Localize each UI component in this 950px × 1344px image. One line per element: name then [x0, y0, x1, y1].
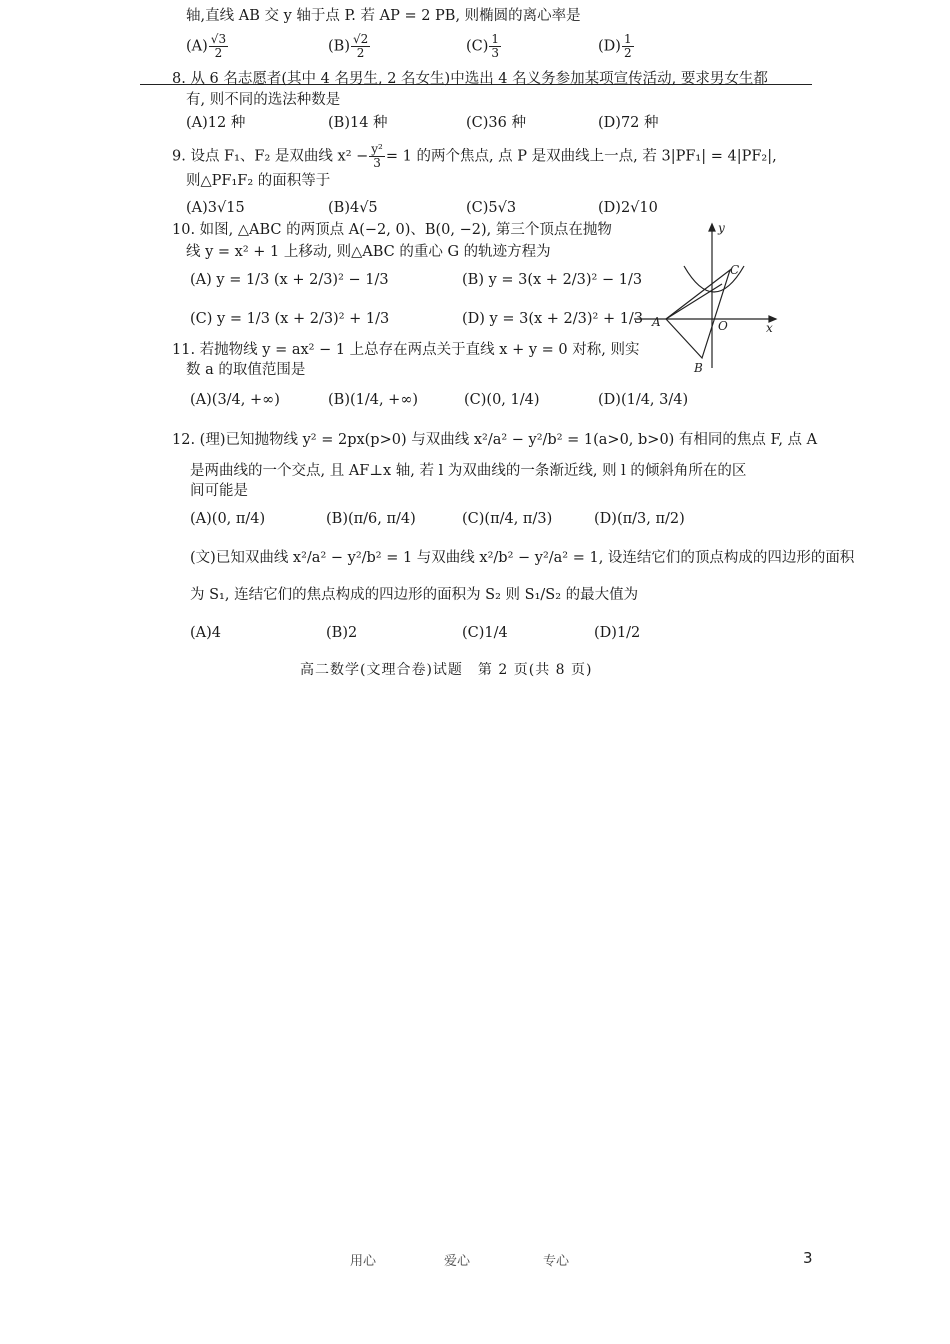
label-a: A	[652, 315, 661, 329]
q9-stem-line1: 9. 设点 F₁、F₂ 是双曲线 x² − $\frac{\text{y²}}{3}$ = 1 的两个焦点, 点 P 是双曲线上一点, 若 3|PF₁| = 4|PF₂|,	[172, 142, 777, 170]
q8-option-c: (C)36 种	[466, 115, 526, 131]
q11-option-c: (C)(0, 1/4)	[464, 392, 540, 408]
q10-option-b: (B) y = 3(x + 2/3)² − 1/3	[462, 272, 643, 288]
q12-option-a: (A)(0, π/4)	[190, 511, 266, 527]
q12-stem-line2: 是两曲线的一个交点, 且 AF⊥x 轴, 若 l 为双曲线的一条渐近线, 则 l 的倾斜角所在的区	[190, 463, 747, 479]
page-footer: 高二数学(文理合卷)试题 第 2 页(共 8 页)	[300, 662, 593, 678]
y-axis-arrow-icon	[709, 224, 715, 231]
q12-option-d: (D)(π/3, π/2)	[594, 511, 685, 527]
q8-stem-line2: 有, 则不同的选法种数是	[186, 92, 341, 108]
q9-option-d: (D)2√10	[598, 200, 658, 216]
q11-option-d: (D)(1/4, 3/4)	[598, 392, 689, 408]
q8-stem-line1: 8. 从 6 名志愿者(其中 4 名男生, 2 名女生)中选出 4 名义务参加某项宣传活动, 要求男女生都	[172, 71, 768, 87]
q10-figure	[626, 218, 782, 378]
watermark-3: 专心	[543, 1254, 570, 1269]
q7-option-a: (A) $\frac{√3}{2}$	[186, 32, 227, 60]
q11-stem-line1: 11. 若抛物线 y = ax² − 1 上总存在两点关于直线 x + y = 0 对称, 则实	[172, 342, 640, 358]
q12-wen-option-a: (A)4	[190, 625, 222, 641]
q11-stem-line2: 数 a 的取值范围是	[186, 362, 306, 378]
q12-stem-line3: 间可能是	[190, 483, 248, 499]
q10-stem-line1: 10. 如图, △ABC 的两顶点 A(−2, 0)、B(0, −2), 第三个顶点在抛物	[172, 222, 612, 238]
q10-option-d: (D) y = 3(x + 2/3)² + 1/3	[462, 311, 644, 327]
label-o: O	[718, 319, 728, 333]
page-number: 3	[803, 1249, 813, 1267]
q8-option-b: (B)14 种	[328, 115, 388, 131]
q10-option-c: (C) y = 1/3 (x + 2/3)² + 1/3	[190, 311, 390, 327]
label-x: x	[766, 321, 773, 335]
q8-option-a: (A)12 种	[186, 115, 246, 131]
q7-stem: 轴,直线 AB 交 y 轴于点 P. 若 AP = 2 PB, 则椭圆的离心率是	[186, 8, 581, 24]
q12-wen-option-c: (C)1/4	[462, 625, 508, 641]
q12-wen-stem-line2: 为 S₁, 连结它们的焦点构成的四边形的面积为 S₂ 则 S₁/S₂ 的最大值为	[190, 587, 639, 603]
q12-wen-option-b: (B)2	[326, 625, 358, 641]
q12-wen-option-d: (D)1/2	[594, 625, 641, 641]
median-line	[666, 284, 722, 319]
q12-stem-line1: 12. (理)已知抛物线 y² = 2px(p>0) 与双曲线 x²/a² − y²/b² = 1(a>0, b>0) 有相同的焦点 F, 点 A	[172, 432, 818, 448]
q9-option-c: (C)5√3	[466, 200, 517, 216]
q7-option-d: (D) $\frac{1}{2}$	[598, 32, 632, 60]
triangle-abc	[666, 270, 730, 358]
q10-stem-line2: 线 y = x² + 1 上移动, 则△ABC 的重心 G 的轨迹方程为	[186, 244, 551, 260]
label-y: y	[718, 221, 725, 235]
watermark-2: 爱心	[444, 1254, 471, 1269]
q10-option-a: (A) y = 1/3 (x + 2/3)² − 1/3	[190, 272, 389, 288]
q12-wen-stem-line1: (文)已知双曲线 x²/a² − y²/b² = 1 与双曲线 x²/b² − y²/a² = 1, 设连结它们的顶点构成的四边形的面积	[190, 550, 855, 566]
q8-option-d: (D)72 种	[598, 115, 659, 131]
label-c: C	[730, 263, 740, 277]
divider-line	[140, 84, 812, 85]
watermark-1: 用心	[350, 1254, 377, 1269]
q9-option-b: (B)4√5	[328, 200, 378, 216]
q12-option-c: (C)(π/4, π/3)	[462, 511, 553, 527]
label-b: B	[694, 361, 703, 375]
q12-option-b: (B)(π/6, π/4)	[326, 511, 416, 527]
q7-option-b: (B) $\frac{√2}{2}$	[328, 32, 369, 60]
q11-option-a: (A)(3/4, +∞)	[190, 392, 280, 408]
q11-option-b: (B)(1/4, +∞)	[328, 392, 419, 408]
q7-option-c: (C) $\frac{1}{3}$	[466, 32, 500, 60]
q9-stem-line2: 则△PF₁F₂ 的面积等于	[186, 173, 331, 189]
q9-option-a: (A)3√15	[186, 200, 245, 216]
